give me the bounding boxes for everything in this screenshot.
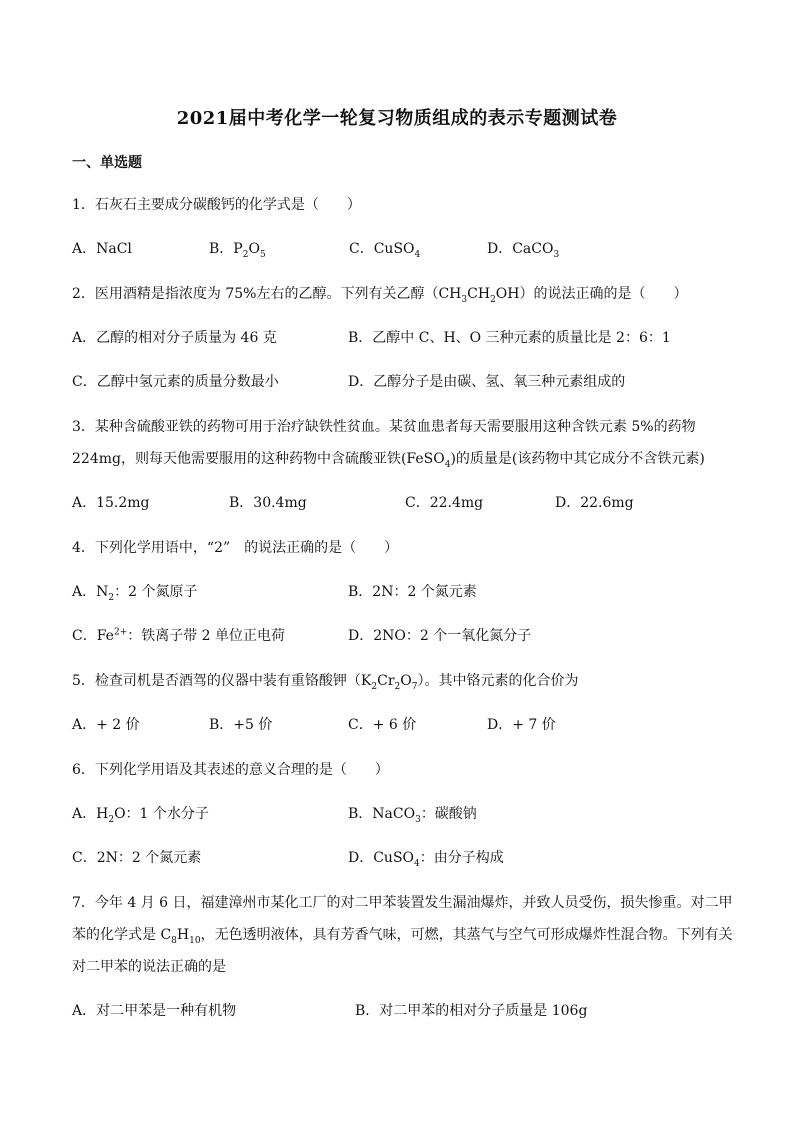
question-7-stem-line-3: 对二甲苯的说法正确的是 bbox=[72, 959, 226, 975]
question-4-option-a: A．$N_2$：2 个氮原子 bbox=[72, 584, 198, 603]
question-7-option-a: A．对二甲苯是一种有机物 bbox=[72, 1003, 237, 1019]
question-3-option-a: A．15.2mg bbox=[72, 495, 150, 511]
question-3-stem-line-1: 3．某种含硫酸亚铁的药物可用于治疗缺铁性贫血。某贫血患者每天需要服用这种含铁元素 5%的药物 bbox=[72, 419, 696, 435]
question-4-option-b: B．2N：2 个氮元素 bbox=[348, 584, 477, 600]
question-7-option-b: B．对二甲苯的相对分子质量是 106g bbox=[355, 1003, 588, 1019]
question-6-option-c: C．2N：2 个氮元素 bbox=[72, 850, 202, 866]
question-5-option-c: C．+ 6 价 bbox=[348, 717, 417, 733]
question-2-option-c: C．乙醇中氢元素的质量分数最小 bbox=[72, 374, 279, 390]
question-6-option-a: A．$H_2O$：1 个水分子 bbox=[72, 806, 209, 825]
question-1-option-c: C．CuSO$_4$ bbox=[349, 241, 421, 260]
question-4-option-c: C．$Fe^{2+}$：铁离子带 2 单位正电荷 bbox=[72, 627, 286, 644]
question-2-stem: 2．医用酒精是指浓度为 75%左右的乙醇。下列有关乙醇$(CH_3CH_2OH)$的说法正确的是（ ） bbox=[72, 286, 688, 305]
question-6-option-d: D．CuSO$_4$：由分子构成 bbox=[348, 850, 504, 869]
question-5-option-a: A．+ 2 价 bbox=[72, 717, 140, 733]
question-1-stem: 1．石灰石主要成分碳酸钙的化学式是（ ） bbox=[72, 197, 361, 213]
question-3-option-b: B．30.4mg bbox=[229, 495, 307, 511]
question-7-stem-line-2: 苯的化学式是 $C_8H_{10}$，无色透明液体，具有芳香气味，可燃，其蒸气与空气可形成爆炸性混合物。下列有关 bbox=[72, 927, 733, 946]
question-4-option-d: D．2NO：2 个一氧化氮分子 bbox=[348, 628, 532, 644]
question-3-option-d: D．22.6mg bbox=[555, 495, 634, 511]
question-7-stem-line-1: 7．今年 4 月 6 日，福建漳州市某化工厂的对二甲苯装置发生漏油爆炸，并致人员受伤，损失惨重。对二甲 bbox=[72, 895, 733, 911]
question-5-option-b: B．+5 价 bbox=[209, 717, 273, 733]
question-2-option-b: B．乙醇中 C、H、O 三种元素的质量比是 2：6：1 bbox=[348, 330, 671, 346]
question-2-option-d: D．乙醇分子是由碳、氢、氧三种元素组成的 bbox=[348, 374, 626, 390]
question-3-stem-line-2: 224mg，则每天他需要服用的这种药物中含硫酸亚铁(FeSO$_4$)的质量是(该药物中其它成分不含铁元素) bbox=[72, 451, 705, 470]
question-3-option-c: C．22.4mg bbox=[405, 495, 484, 511]
question-1-option-b: B．$P_2O_5$ bbox=[209, 241, 266, 260]
question-5-stem: 5．检查司机是否酒驾的仪器中装有重铬酸钾$(K_2Cr_2O_7)$。其中铬元素的化合价为 bbox=[72, 673, 579, 692]
question-5-option-d: D．+ 7 价 bbox=[487, 717, 556, 733]
question-1-option-d: D．CaCO$_3$ bbox=[487, 241, 560, 260]
page-title: 2021届中考化学一轮复习物质组成的表示专题测试卷 bbox=[176, 108, 618, 129]
question-2-option-a: A．乙醇的相对分子质量为 46 克 bbox=[72, 330, 277, 346]
section-heading: 一、单选题 bbox=[72, 155, 142, 171]
question-1-option-a: A．NaCl bbox=[72, 241, 132, 257]
question-6-stem: 6．下列化学用语及其表述的意义合理的是（ ） bbox=[72, 762, 389, 778]
question-4-stem: 4．下列化学用语中，“2” 的说法正确的是（ ） bbox=[72, 540, 399, 556]
question-6-option-b: B．NaCO$_3$：碳酸钠 bbox=[348, 806, 477, 825]
